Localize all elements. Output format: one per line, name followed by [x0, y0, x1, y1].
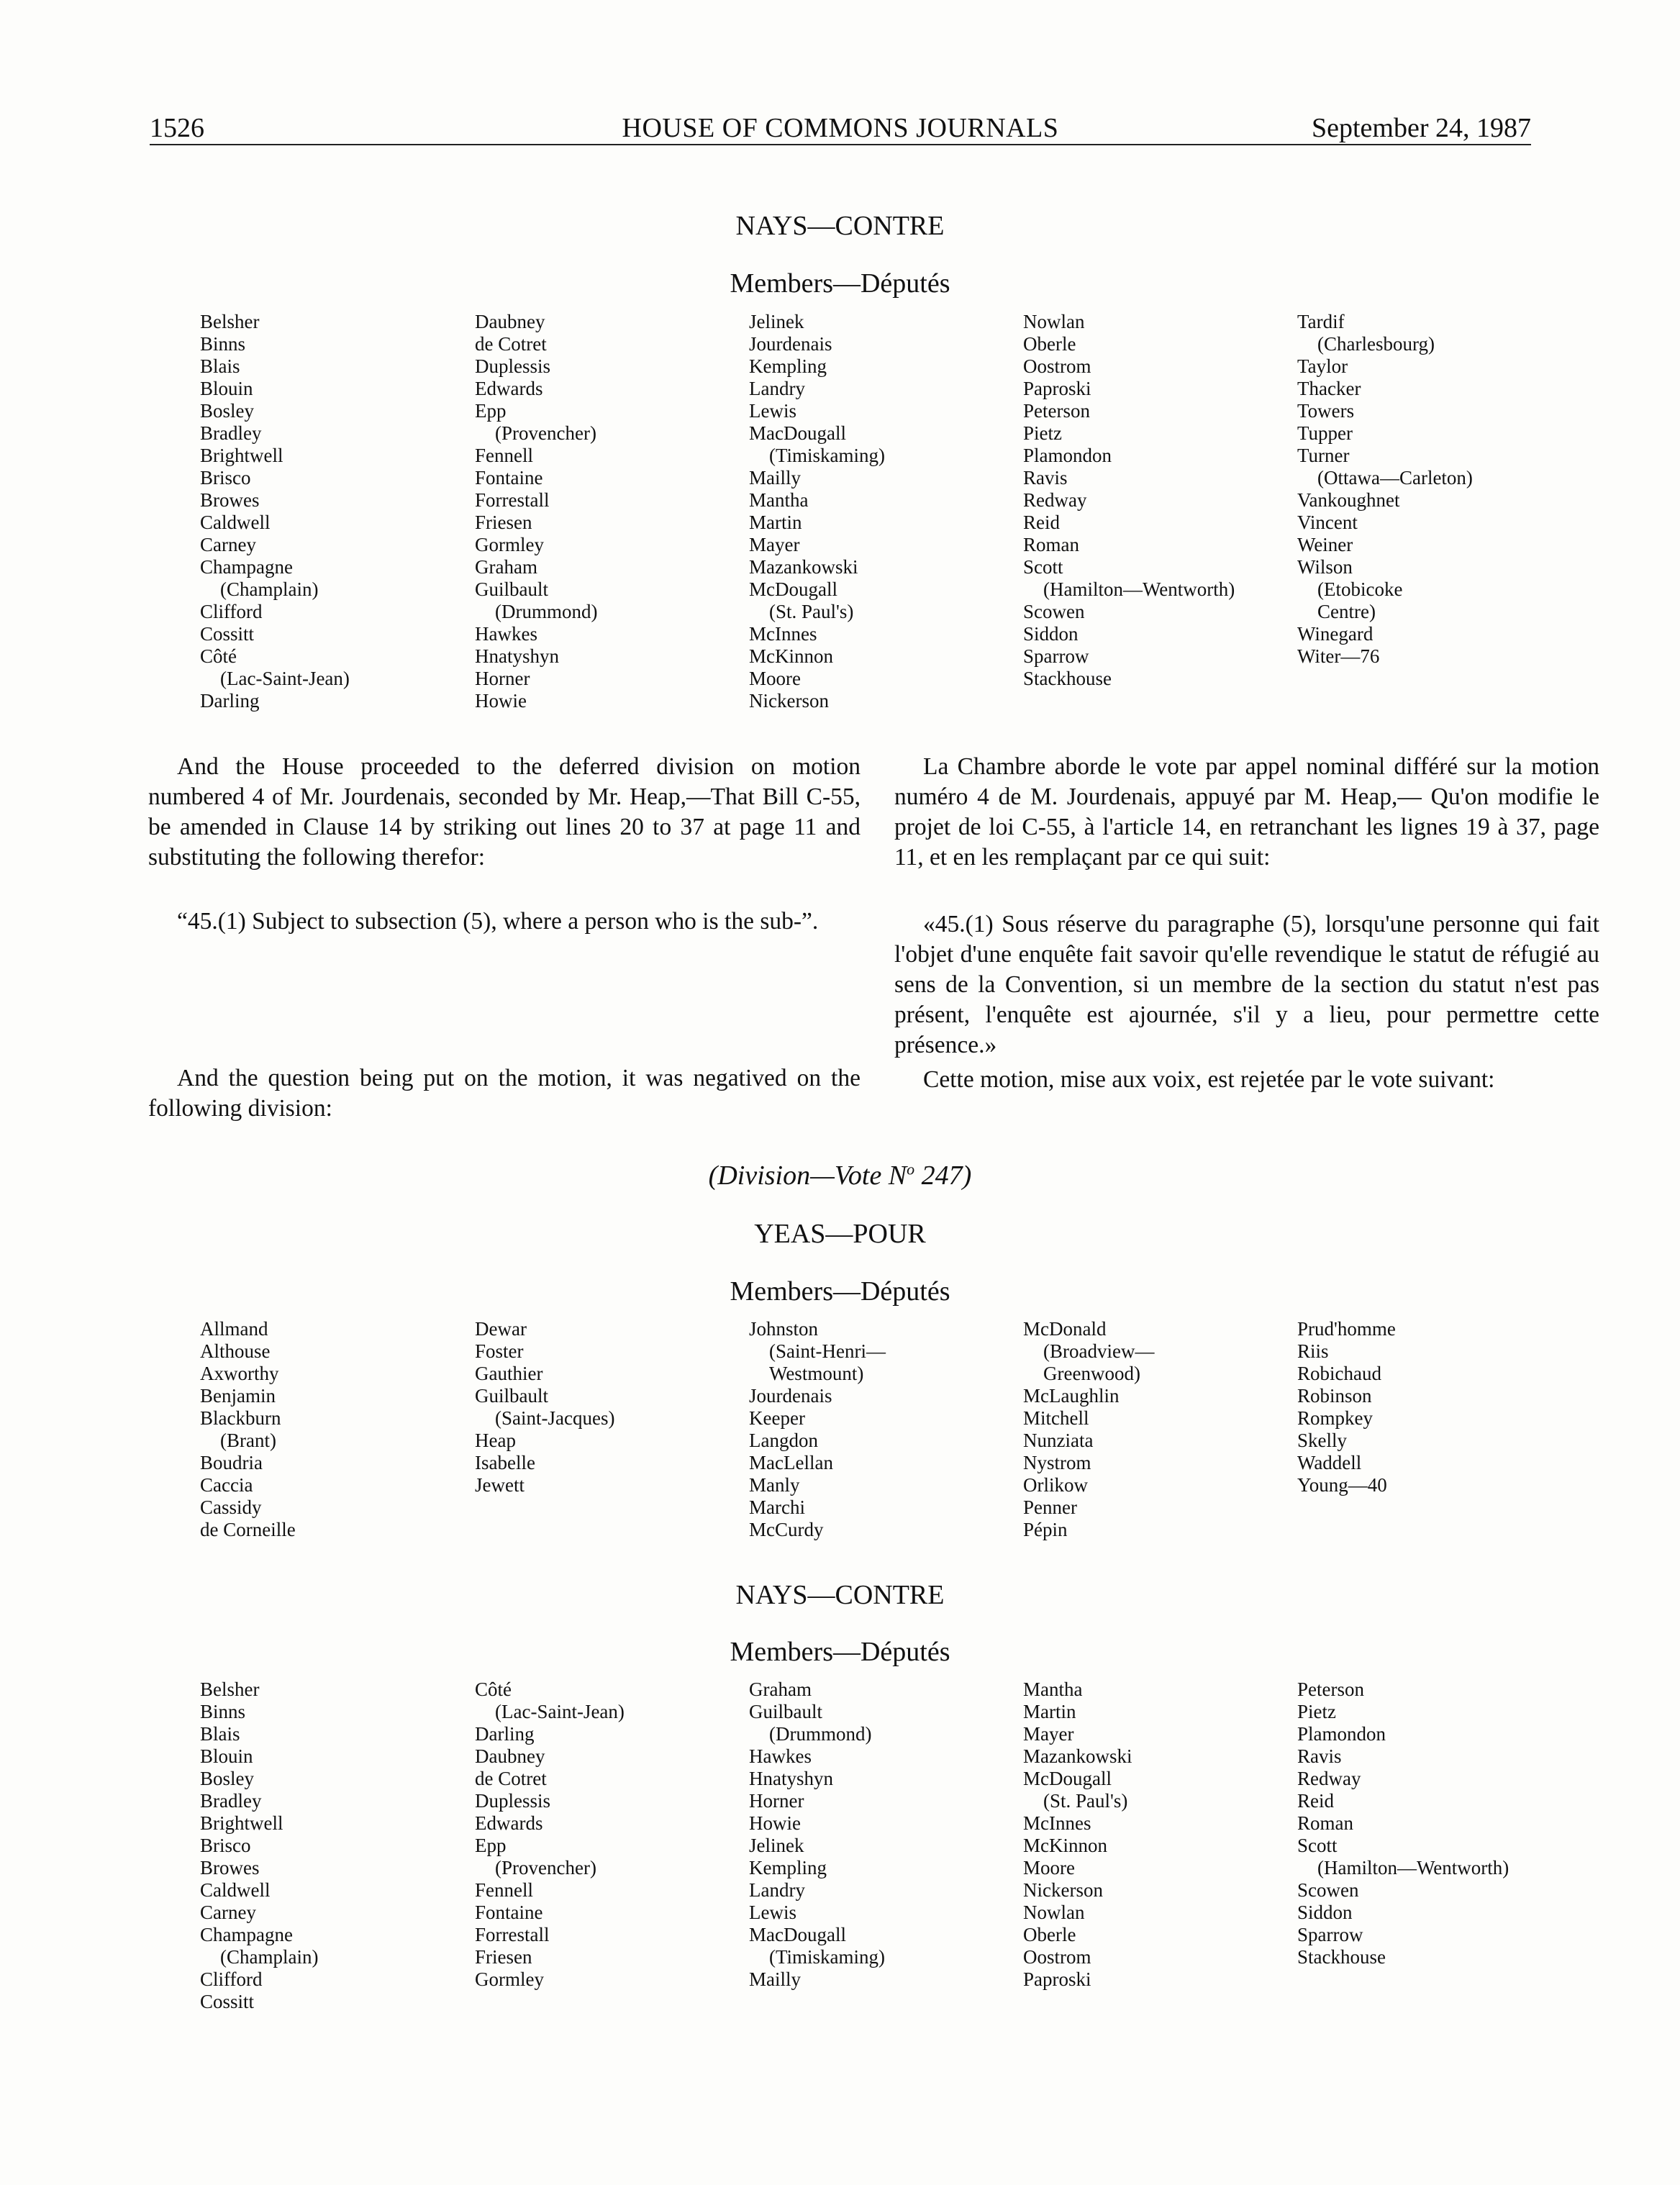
member-name: Edwards [475, 1812, 543, 1834]
member-name: Bradley [200, 1790, 262, 1812]
division-label-suffix: 247) [914, 1160, 972, 1191]
first-nays-list [200, 311, 1610, 714]
member-column [749, 1679, 1019, 1991]
member-name: (Saint-Henri— [769, 1340, 886, 1362]
member-column [1297, 311, 1567, 668]
member-name: Nystrom [1023, 1452, 1091, 1473]
member-name: Waddell [1297, 1452, 1362, 1473]
member-column [1023, 1679, 1293, 1991]
member-name: Oostrom [1023, 355, 1091, 377]
english-quote [148, 907, 861, 937]
member-name: Binns [200, 1701, 246, 1722]
member-name: Althouse [200, 1340, 271, 1362]
second-nays-subheading: Members—Députés [730, 1637, 950, 1667]
member-name: Duplessis [475, 355, 551, 377]
member-name: Peterson [1297, 1679, 1364, 1700]
member-name: Mazankowski [1023, 1745, 1132, 1767]
member-name: Carney [200, 534, 256, 555]
member-name: Hnatyshyn [749, 1768, 833, 1789]
member-name: Nowlan [1023, 311, 1085, 332]
member-column [200, 1679, 470, 2013]
member-column [1023, 311, 1293, 690]
member-name: Hnatyshyn [475, 645, 559, 667]
member-name: Côté [200, 645, 237, 667]
page-number: 1526 [150, 113, 204, 143]
member-column [200, 1318, 470, 1541]
member-name: Westmount) [769, 1363, 864, 1384]
member-name: Ravis [1023, 467, 1068, 489]
member-name: McDougall [1023, 1768, 1112, 1789]
journal-title: HOUSE OF COMMONS JOURNALS [622, 113, 1059, 143]
division-label-sup: o [907, 1160, 915, 1178]
member-name: Axworthy [200, 1363, 279, 1384]
member-name: Darling [200, 690, 260, 712]
member-name: Nickerson [1023, 1879, 1103, 1901]
member-name: Lewis [749, 400, 796, 422]
member-name: Jourdenais [749, 1385, 832, 1407]
member-name: MacDougall [749, 422, 846, 444]
member-name: de Cotret [475, 1768, 547, 1789]
member-name: Paproski [1023, 378, 1091, 399]
page-header [150, 108, 1531, 145]
english-question: And the question being put on the motion, it was negatived on the following division: [148, 1065, 861, 1122]
member-name: Boudria [200, 1452, 263, 1473]
member-name: Redway [1297, 1768, 1361, 1789]
member-name: (Provencher) [495, 1857, 596, 1879]
member-name: (Ottawa—Carleton) [1317, 467, 1473, 489]
member-name: Hawkes [475, 623, 537, 645]
member-name: (Broadview— [1043, 1340, 1155, 1362]
member-name: Champagne [200, 1924, 293, 1945]
second-nays-list [200, 1679, 1610, 2024]
member-name: Lewis [749, 1902, 796, 1923]
member-name: Howie [749, 1812, 801, 1834]
member-name: (Lac-Saint-Jean) [220, 668, 350, 689]
member-name: Prud'homme [1297, 1318, 1396, 1340]
member-name: Mailly [749, 1968, 801, 1990]
member-name: Mantha [1023, 1679, 1083, 1700]
member-name: Bosley [200, 1768, 255, 1789]
member-name: (Hamilton—Wentworth) [1317, 1857, 1509, 1879]
member-name: Moore [1023, 1857, 1075, 1879]
yeas-heading: YEAS—POUR [754, 1219, 926, 1249]
member-name: Foster [475, 1340, 524, 1362]
member-column [475, 1318, 745, 1496]
member-name: McInnes [749, 623, 817, 645]
member-name: Fontaine [475, 1902, 543, 1923]
member-name: Binns [200, 333, 246, 355]
member-name: Mayer [1023, 1723, 1074, 1745]
member-name: Siddon [1023, 623, 1079, 645]
member-name: Edwards [475, 378, 543, 399]
member-name: Mazankowski [749, 556, 858, 578]
member-name: Browes [200, 489, 260, 511]
member-name: (Brant) [220, 1430, 276, 1451]
member-name: Gormley [475, 534, 544, 555]
member-column [475, 311, 745, 712]
member-name: (St. Paul's) [769, 601, 854, 622]
page-date: September 24, 1987 [1311, 113, 1531, 143]
yeas-subheading: Members—Députés [730, 1276, 950, 1307]
member-name: Caldwell [200, 1879, 271, 1901]
member-column [1297, 1318, 1567, 1496]
member-name: Stackhouse [1297, 1946, 1386, 1968]
member-name: Caldwell [200, 512, 271, 533]
member-name: Reid [1297, 1790, 1334, 1812]
member-name: Plamondon [1023, 445, 1112, 466]
member-name: Scott [1023, 556, 1063, 578]
member-name: Greenwood) [1043, 1363, 1140, 1384]
member-name: Thacker [1297, 378, 1361, 399]
french-question: Cette motion, mise aux voix, est rejetée par le vote suivant: [923, 1066, 1495, 1093]
member-name: Robinson [1297, 1385, 1372, 1407]
member-name: Rompkey [1297, 1407, 1373, 1429]
first-nays-heading: NAYS—CONTRE [735, 211, 945, 241]
member-name: Clifford [200, 1968, 263, 1990]
member-name: Oostrom [1023, 1946, 1091, 1968]
member-name: McInnes [1023, 1812, 1091, 1834]
member-name: Sparrow [1297, 1924, 1363, 1945]
member-name: Roman [1023, 534, 1079, 555]
member-name: (Provencher) [495, 422, 596, 444]
member-name: Caccia [200, 1474, 253, 1496]
member-name: Hawkes [749, 1745, 812, 1767]
member-name: Nickerson [749, 690, 829, 712]
first-nays-subheading: Members—Députés [730, 268, 950, 299]
member-name: MacDougall [749, 1924, 846, 1945]
member-name: Forrestall [475, 489, 550, 511]
member-name: Friesen [475, 512, 532, 533]
member-name: Wilson [1297, 556, 1353, 578]
member-name: Forrestall [475, 1924, 550, 1945]
member-name: (Hamilton—Wentworth) [1043, 578, 1235, 600]
member-name: (Timiskaming) [769, 1946, 886, 1968]
member-name: McKinnon [749, 645, 833, 667]
member-name: Gauthier [475, 1363, 543, 1384]
member-name: (Etobicoke [1317, 578, 1403, 600]
english-motion: And the House proceeded to the deferred division on motion numbered 4 of Mr. Jourdenais, seconded by Mr. Heap,—That Bill C-55, be amended in Clause 14 by striking out lines 20 to 37 at page 11 and substituting the following therefor: [148, 753, 861, 871]
member-name: de Corneille [200, 1519, 296, 1540]
member-name: (Champlain) [220, 1946, 319, 1968]
member-name: Mayer [749, 534, 800, 555]
member-name: Jourdenais [749, 333, 832, 355]
member-name: Young—40 [1297, 1474, 1387, 1496]
member-name: Langdon [749, 1430, 818, 1451]
member-name: Guilbault [749, 1701, 822, 1722]
member-name: (Lac-Saint-Jean) [495, 1701, 625, 1722]
member-name: Pietz [1023, 422, 1062, 444]
member-name: Oberle [1023, 1924, 1076, 1945]
member-name: Horner [475, 668, 530, 689]
member-name: Blouin [200, 378, 253, 399]
member-name: Keeper [749, 1407, 805, 1429]
member-name: (Drummond) [769, 1723, 872, 1745]
member-name: Allmand [200, 1318, 268, 1340]
member-name: Jelinek [749, 1835, 804, 1856]
member-column [200, 311, 470, 712]
member-name: Landry [749, 378, 805, 399]
member-name: (Saint-Jacques) [495, 1407, 615, 1429]
member-name: Brightwell [200, 1812, 283, 1834]
member-name: Kempling [749, 1857, 827, 1879]
member-name: Fennell [475, 1879, 533, 1901]
member-name: (Charlesbourg) [1317, 333, 1435, 355]
member-name: Blais [200, 1723, 240, 1745]
member-name: Daubney [475, 1745, 545, 1767]
member-name: Scott [1297, 1835, 1338, 1856]
member-name: Siddon [1297, 1902, 1353, 1923]
member-name: Mitchell [1023, 1407, 1089, 1429]
member-name: Roman [1297, 1812, 1353, 1834]
member-name: Martin [749, 512, 802, 533]
member-name: (St. Paul's) [1043, 1790, 1128, 1812]
member-name: Mailly [749, 467, 801, 489]
member-name: Manly [749, 1474, 800, 1496]
member-name: Champagne [200, 556, 293, 578]
member-name: (Timiskaming) [769, 445, 886, 466]
member-name: Kempling [749, 355, 827, 377]
member-name: Reid [1023, 512, 1060, 533]
member-name: Isabelle [475, 1452, 535, 1473]
member-name: Towers [1297, 400, 1355, 422]
french-motion: La Chambre aborde le vote par appel nominal différé sur la motion numéro 4 de M. Jourdenais, appuyé par M. Heap,— Qu'on modifie le projet de loi C-55, à l'article 14, en retranchant les lignes 19 à 37, page 11, et en les remplaçant par ce qui suit: [894, 753, 1599, 871]
member-name: Friesen [475, 1946, 532, 1968]
member-name: Fontaine [475, 467, 543, 489]
member-name: Brisco [200, 1835, 251, 1856]
member-name: Ravis [1297, 1745, 1342, 1767]
member-name: Paproski [1023, 1968, 1091, 1990]
member-name: Riis [1297, 1340, 1329, 1362]
member-name: Horner [749, 1790, 804, 1812]
french-quote: «45.(1) Sous réserve du paragraphe (5), lorsqu'une personne qui fait l'objet d'une enquête fait savoir qu'elle revendique le statut de réfugié au sens de la Convention, si un membre de la section du statut n'est pas présent, l'enquête est ajournée, s'il y a lieu, pour permettre cette présence.» [894, 911, 1599, 1058]
member-name: Plamondon [1297, 1723, 1386, 1745]
member-name: Graham [475, 556, 537, 578]
member-name: Blais [200, 355, 240, 377]
member-name: Côté [475, 1679, 512, 1700]
member-name: Heap [475, 1430, 516, 1451]
member-name: Duplessis [475, 1790, 551, 1812]
member-name: Browes [200, 1857, 260, 1879]
member-name: Taylor [1297, 355, 1348, 377]
member-name: Redway [1023, 489, 1087, 511]
member-name: McKinnon [1023, 1835, 1107, 1856]
member-name: Blouin [200, 1745, 253, 1767]
member-name: Epp [475, 1835, 507, 1856]
member-name: Daubney [475, 311, 545, 332]
member-name: Marchi [749, 1496, 805, 1518]
member-name: Carney [200, 1902, 256, 1923]
member-name: Skelly [1297, 1430, 1348, 1451]
member-name: Pietz [1297, 1701, 1336, 1722]
member-name: de Cotret [475, 333, 547, 355]
member-name: McDonald [1023, 1318, 1107, 1340]
member-name: Jelinek [749, 311, 804, 332]
english-quote-text: “45.(1) Subject to subsection (5), where a person who is the sub-”. [177, 908, 819, 935]
member-name: Penner [1023, 1496, 1077, 1518]
member-name: Martin [1023, 1701, 1076, 1722]
member-column [1023, 1318, 1293, 1541]
member-name: Dewar [475, 1318, 527, 1340]
member-column [475, 1679, 745, 1991]
member-name: Fennell [475, 445, 533, 466]
member-name: Clifford [200, 601, 263, 622]
member-name: Johnston [749, 1318, 819, 1340]
division-label [0, 1160, 1680, 1191]
member-column [1297, 1679, 1567, 1968]
member-name: Winegard [1297, 623, 1373, 645]
member-name: Nowlan [1023, 1902, 1085, 1923]
member-name: Weiner [1297, 534, 1353, 555]
member-name: Epp [475, 400, 507, 422]
member-column [749, 1318, 1019, 1541]
member-name: Brisco [200, 467, 251, 489]
member-name: Peterson [1023, 400, 1090, 422]
member-name: Nunziata [1023, 1430, 1094, 1451]
second-nays-heading: NAYS—CONTRE [735, 1580, 945, 1610]
member-name: McLaughlin [1023, 1385, 1120, 1407]
member-name: Landry [749, 1879, 805, 1901]
member-name: Scowen [1023, 601, 1085, 622]
member-name: Tardif [1297, 311, 1345, 332]
member-name: Sparrow [1023, 645, 1089, 667]
member-name: McDougall [749, 578, 837, 600]
member-name: Graham [749, 1679, 812, 1700]
member-name: Belsher [200, 311, 260, 332]
member-name: Cossitt [200, 623, 255, 645]
member-name: Blackburn [200, 1407, 281, 1429]
member-name: Darling [475, 1723, 535, 1745]
member-name: Cossitt [200, 1991, 255, 2012]
member-name: Vankoughnet [1297, 489, 1400, 511]
member-name: Guilbault [475, 578, 548, 600]
member-column [749, 311, 1019, 712]
member-name: Moore [749, 668, 801, 689]
member-name: Cassidy [200, 1496, 262, 1518]
member-name: Brightwell [200, 445, 283, 466]
member-name: Guilbault [475, 1385, 548, 1407]
division-label-prefix: (Division—Vote N [708, 1160, 907, 1191]
member-name: Pépin [1023, 1519, 1068, 1540]
member-name: Gormley [475, 1968, 544, 1990]
member-name: Vincent [1297, 512, 1358, 533]
member-name: Bosley [200, 400, 255, 422]
member-name: Bradley [200, 422, 262, 444]
member-name: Mantha [749, 489, 809, 511]
member-name: Centre) [1317, 601, 1376, 622]
member-name: Turner [1297, 445, 1350, 466]
member-name: Howie [475, 690, 527, 712]
yeas-list [200, 1318, 1610, 1548]
member-name: Robichaud [1297, 1363, 1381, 1384]
member-name: Witer—76 [1297, 645, 1380, 667]
member-name: Tupper [1297, 422, 1353, 444]
member-name: (Drummond) [495, 601, 598, 622]
member-name: Stackhouse [1023, 668, 1112, 689]
member-name: Orlikow [1023, 1474, 1088, 1496]
member-name: Belsher [200, 1679, 260, 1700]
member-name: Scowen [1297, 1879, 1359, 1901]
member-name: Benjamin [200, 1385, 276, 1407]
member-name: (Champlain) [220, 578, 319, 600]
member-name: MacLellan [749, 1452, 833, 1473]
member-name: McCurdy [749, 1519, 824, 1540]
member-name: Oberle [1023, 333, 1076, 355]
member-name: Jewett [475, 1474, 525, 1496]
